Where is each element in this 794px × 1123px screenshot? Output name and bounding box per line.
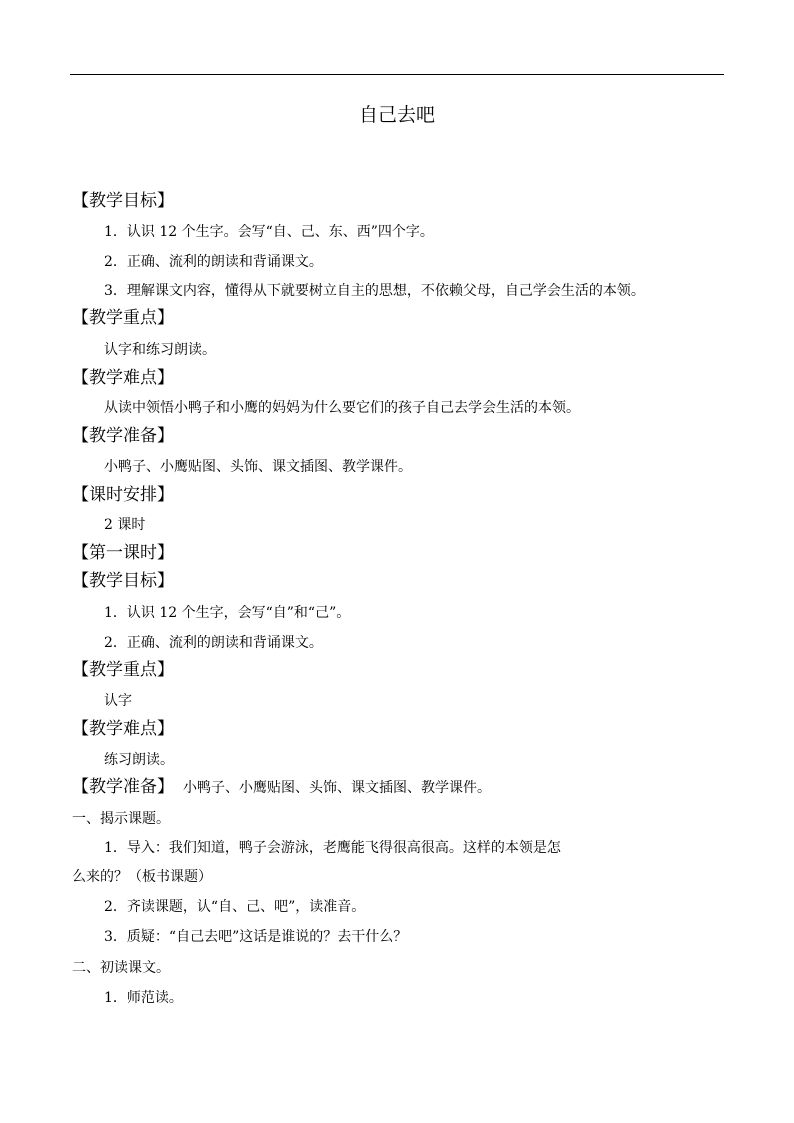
text-line: 小鸭子、小鹰贴图、头饰、课文插图、教学课件。 (183, 780, 491, 796)
text-line: 1．认识 12 个生字，会写“自”和“己”。 (104, 605, 351, 621)
text-line: 2．正确、流利的朗读和背诵课文。 (104, 254, 323, 270)
page-title: 自己去吧 (358, 104, 435, 126)
text-line: 3．质疑：“自己去吧”这话是谁说的？去干什么？ (104, 929, 408, 945)
text-line: 3．理解课文内容，懂得从下就要树立自主的思想，不依赖父母，自己学会生活的本领。 (104, 283, 645, 299)
text-line: 2．齐读课题，认“自、己、吧”，读准音。 (104, 899, 366, 915)
text-line: 认字和练习朗读。 (104, 342, 216, 358)
header-rule (70, 74, 724, 75)
text-line: 么来的？（板书课题） (72, 869, 212, 885)
section-heading: 【第一课时】 (72, 543, 174, 563)
text-line: 2 课时 (104, 517, 146, 533)
section-heading: 【教学重点】 (72, 308, 174, 328)
text-line: 一、揭示课题。 (72, 811, 170, 827)
text-line: 练习朗读。 (104, 752, 174, 768)
section-heading: 【教学目标】 (72, 571, 174, 591)
text-line: 2．正确、流利的朗读和背诵课文。 (104, 635, 323, 651)
text-line: 1．师范读。 (104, 990, 183, 1006)
text-line: 二、初读课文。 (72, 960, 170, 976)
section-heading: 【教学难点】 (72, 719, 174, 739)
text-line: 1．认识 12 个生字。会写“自、己、东、西”四个字。 (104, 224, 434, 240)
section-heading: 【教学准备】 (72, 426, 174, 446)
section-heading: 【教学难点】 (72, 368, 174, 388)
text-line: 认字 (104, 693, 132, 709)
section-heading: 【教学重点】 (72, 660, 174, 680)
text-line: 从读中领悟小鸭子和小鹰的妈妈为什么要它们的孩子自己去学会生活的本领。 (104, 400, 580, 416)
text-line: 1．导入：我们知道，鸭子会游泳，老鹰能飞得很高很高。这样的本领是怎 (104, 840, 561, 856)
section-heading: 【教学准备】 (72, 777, 174, 797)
text-line: 小鸭子、小鹰贴图、头饰、课文插图、教学课件。 (104, 459, 412, 475)
section-heading: 【课时安排】 (72, 485, 174, 505)
section-heading: 【教学目标】 (72, 191, 174, 211)
